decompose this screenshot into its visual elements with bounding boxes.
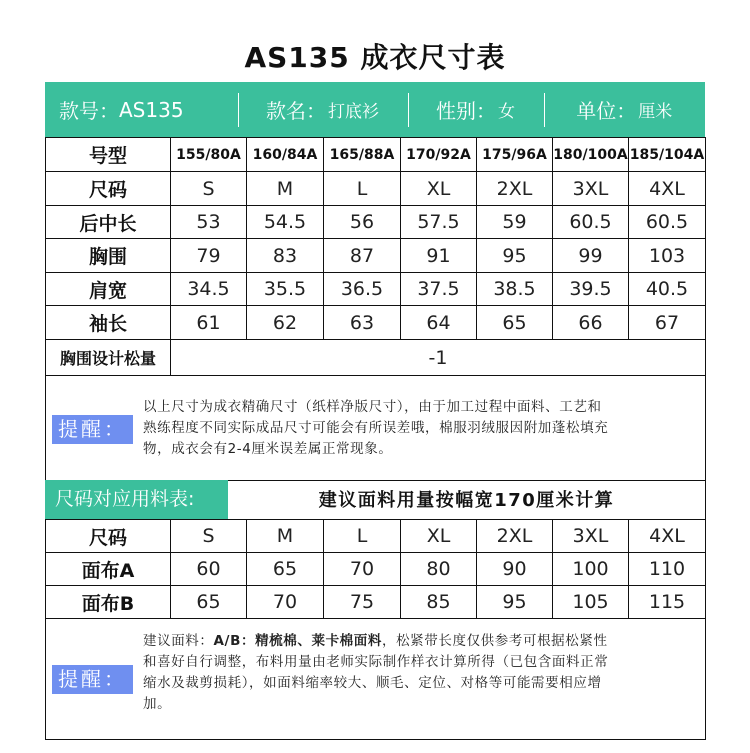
table-cell: 3XL [553,172,629,206]
table-row [46,553,706,586]
table-cell: 4XL [629,520,706,553]
table-cell: 59 [477,206,553,239]
table-cell: 100 [553,553,629,586]
table-cell: L [324,172,401,206]
page-title: AS135 成衣尺寸表 [244,41,506,74]
reminder-suffix: ，松紧带长度仅供参考可根据松紧性 [381,633,608,649]
table-cell: XL [401,520,477,553]
reminder-text [143,631,608,715]
table-row [46,520,706,553]
table-cell: 160/84A [247,138,324,172]
table-cell: 34.5 [171,273,247,306]
table-cell: 36.5 [324,273,401,306]
style-name-label: 款名： [266,99,326,123]
table-cell: 87 [324,239,401,273]
reminder-text [143,397,608,460]
row-label: 袖长 [46,306,171,340]
table-cell: 67 [629,306,706,340]
style-number-label: 款号： [59,99,119,123]
row-label: 尺码 [46,172,171,206]
table-cell: 62 [247,306,324,340]
table-cell: 170/92A [401,138,477,172]
table-cell: L [324,520,401,553]
reminder-line: 和喜好自行调整，布料用量由老师实际制作样衣计算所得（已包含面料正常 [143,654,609,670]
table-cell: 64 [401,306,477,340]
table-cell: 70 [247,586,324,619]
table-cell: S [171,172,247,206]
table-cell: 66 [553,306,629,340]
table-cell: 65 [477,306,553,340]
table-cell: 110 [629,553,706,586]
gender-label: 性别： [436,99,496,123]
unit [544,82,706,137]
unit-value: 厘米 [638,102,673,122]
table-row [46,138,706,172]
ease-value: -1 [171,340,706,376]
unit-label: 单位： [576,99,637,123]
table-cell: 65 [247,553,324,586]
gender-value: 女 [498,102,515,122]
table-cell: 60 [171,553,247,586]
table-cell: 70 [324,553,401,586]
table-cell: 40.5 [629,273,706,306]
reminder-line [143,631,608,652]
table-cell: 80 [401,553,477,586]
product-info-band [45,82,705,137]
table-cell: 105 [553,586,629,619]
style-name [238,82,408,137]
reminder-line: 缩水及裁剪损耗），如面料缩率较大、顺毛、定位、对格等可能需要相应增 [143,675,602,691]
recommended-fabric: A/B：精梳棉、莱卡棉面料 [213,633,382,649]
fabric-usage-note: 建议面料用量按幅宽170厘米计算 [228,480,705,519]
row-label: 面布A [46,553,171,586]
table-cell: 155/80A [171,138,247,172]
table-cell: 90 [477,553,553,586]
table-cell: 115 [629,586,706,619]
table-cell: 39.5 [553,273,629,306]
style-name-value: 打底衫 [328,102,379,122]
table-cell: 180/100A [553,138,629,172]
table-cell: 2XL [477,172,553,206]
table-cell: 175/96A [477,138,553,172]
table-cell: 95 [477,586,553,619]
table-row [46,586,706,619]
table-cell: 61 [171,306,247,340]
table-cell: 75 [324,586,401,619]
table-cell: 54.5 [247,206,324,239]
reminder-line: 熟练程度不同实际成品尺寸可能会有所误差哦，棉服羽绒服因附加蓬松填充 [143,420,609,436]
table-cell: 53 [171,206,247,239]
table-cell: 38.5 [477,273,553,306]
row-label: 肩宽 [46,273,171,306]
table-cell: 185/104A [629,138,706,172]
table-cell: 4XL [629,172,706,206]
table-cell: 56 [324,206,401,239]
table-cell: 99 [553,239,629,273]
row-label: 尺码 [46,520,171,553]
table-row [46,172,706,206]
style-number [45,82,238,137]
row-label: 号型 [46,138,171,172]
table-row [46,273,706,306]
table-cell: 60.5 [629,206,706,239]
table-cell: 2XL [477,520,553,553]
fabric-table [45,519,706,619]
table-cell: 165/88A [324,138,401,172]
size-table [45,137,706,376]
reminder-line: 加。 [143,696,172,712]
table-cell: 3XL [553,520,629,553]
table-row [46,306,706,340]
ease-label: 胸围设计松量 [46,340,171,376]
table-cell: 37.5 [401,273,477,306]
table-cell: 60.5 [553,206,629,239]
reminder-box-2 [46,619,703,739]
row-label: 后中长 [46,206,171,239]
fabric-section-label: 尺码对应用料表: [45,480,228,519]
table-cell: 95 [477,239,553,273]
table-cell: 79 [171,239,247,273]
style-number-value: AS135 [119,97,184,122]
table-cell: 103 [629,239,706,273]
reminder-line: 物，成衣会有2-4厘米误差属正常现象。 [143,441,393,457]
reminder-line: 以上尺寸为成衣精确尺寸（纸样净版尺寸），由于加工过程中面料、工艺和 [143,399,602,415]
reminder-prefix: 建议面料： [143,633,214,649]
row-label: 面布B [46,586,171,619]
reminder-tag: 提醒： [52,665,133,694]
table-row [46,206,706,239]
table-cell: 63 [324,306,401,340]
table-cell: M [247,172,324,206]
reminder-box-1 [46,376,703,480]
table-cell: 57.5 [401,206,477,239]
table-cell: XL [401,172,477,206]
table-cell: 65 [171,586,247,619]
reminder-tag: 提醒： [52,415,133,444]
row-label: 胸围 [46,239,171,273]
table-cell: 91 [401,239,477,273]
gender [408,82,544,137]
table-cell: 83 [247,239,324,273]
table-cell: M [247,520,324,553]
table-cell: 35.5 [247,273,324,306]
table-cell: S [171,520,247,553]
ease-row [46,340,706,376]
table-cell: 85 [401,586,477,619]
table-row [46,239,706,273]
